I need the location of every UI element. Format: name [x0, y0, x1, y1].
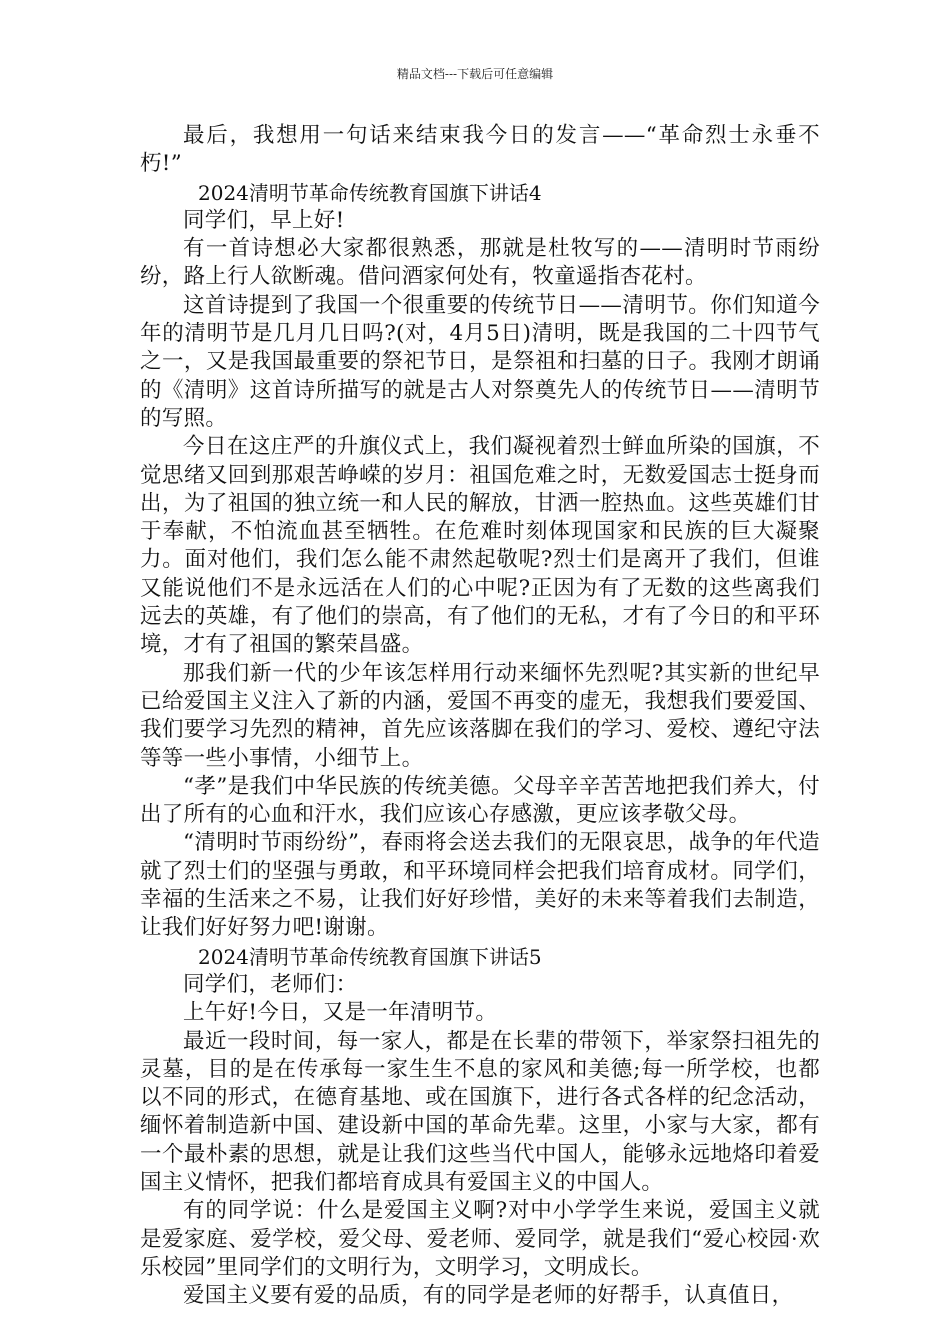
paragraph: 那我们新一代的少年该怎样用行动来缅怀先烈呢?其实新的世纪早已给爱国主义注入了新的内涵，爱国不再变的虚无，我想我们要爱国、我们要学习先烈的精神，首先应该落脚在我们的学习、爱校、遵纪守法等等一些小事情，小细节上。 [140, 660, 820, 771]
page-header: 精品文档---下载后可任意编辑 [396, 67, 554, 81]
paragraph: 上午好!今日，又是一年清明节。 [183, 1000, 498, 1026]
paragraph: 今日在这庄严的升旗仪式上，我们凝视着烈士鲜血所染的国旗，不觉思绪又回到那艰苦峥嵘的岁月：祖国危难之时，无数爱国志士挺身而出，为了祖国的独立统一和人民的解放，甘洒一腔热血。这些英雄们甘于奉献，不怕流血甚至牺牲。在危难时刻体现国家和民族的巨大凝聚力。面对他们，我们怎么能不肃然起敬呢?烈士们是离开了我们，但谁又能说他们不是永远活在人们的心中呢?正因为有了无数的这些离我们远去的英雄，有了他们的崇高，有了他们的无私，才有了今日的和平环境，才有了祖国的繁荣昌盛。 [140, 434, 820, 658]
section-heading: 2024清明节革命传统教育国旗下讲话5 [198, 944, 542, 969]
paragraph: 有一首诗想必大家都很熟悉，那就是杜牧写的——清明时节雨纷纷，路上行人欲断魂。借问酒家何处有，牧童遥指杏花村。 [140, 236, 820, 290]
paragraph: 这首诗提到了我国一个很重要的传统节日——清明节。你们知道今年的清明节是几月几日吗?(对，4月5日)清明，既是我国的二十四节气之一，又是我国最重要的祭祀节日，是祭祖和扫墓的日子。我刚才朗诵的《清明》这首诗所描写的就是古人对祭奠先人的传统节日——清明节的写照。 [140, 292, 820, 431]
paragraph: “清明时节雨纷纷”，春雨将会送去我们的无限哀思，战争的年代造就了烈士们的坚强与勇敢，和平环境同样会把我们培育成材。同学们，幸福的生活来之不易，让我们好好珍惜，美好的未来等着我们去制造，让我们好好努力吧!谢谢。 [140, 830, 820, 941]
paragraph: 同学们，早上好! [183, 207, 345, 233]
paragraph: 爱国主义要有爱的品质，有的同学是老师的好帮手，认真值日， [183, 1283, 794, 1309]
paragraph: 最近一段时间，每一家人，都是在长辈的带领下，举家祭扫祖先的灵墓，目的是在传承每一家生生不息的家风和美德;每一所学校，也都以不同的形式，在德育基地、或在国旗下，进行各式各样的纪念活动，缅怀着制造新中国、建设新中国的革命先辈。这里，小家与大家，都有一个最朴素的思想，就是让我们这些当代中国人，能够永远地烙印着爱国主义情怀，把我们都培育成具有爱国主义的中国人。 [140, 1028, 820, 1195]
paragraph: 同学们，老师们： [183, 971, 358, 997]
section-heading: 2024清明节革命传统教育国旗下讲话4 [198, 180, 542, 205]
document-body [140, 122, 820, 1310]
paragraph: 有的同学说：什么是爱国主义啊?对中小学学生来说，爱国主义就是爱家庭、爱学校，爱父母、爱老师、爱同学，就是我们“爱心校园·欢乐校园”里同学们的文明行为，文明学习，文明成长。 [140, 1198, 820, 1280]
paragraph: “孝”是我们中华民族的传统美德。父母辛辛苦苦地把我们养大，付出了所有的心血和汗水，我们应该心存感激，更应该孝敬父母。 [140, 773, 820, 828]
paragraph: 最后，我想用一句话来结束我今日的发言——“革命烈士永垂不朽!” [140, 123, 820, 177]
